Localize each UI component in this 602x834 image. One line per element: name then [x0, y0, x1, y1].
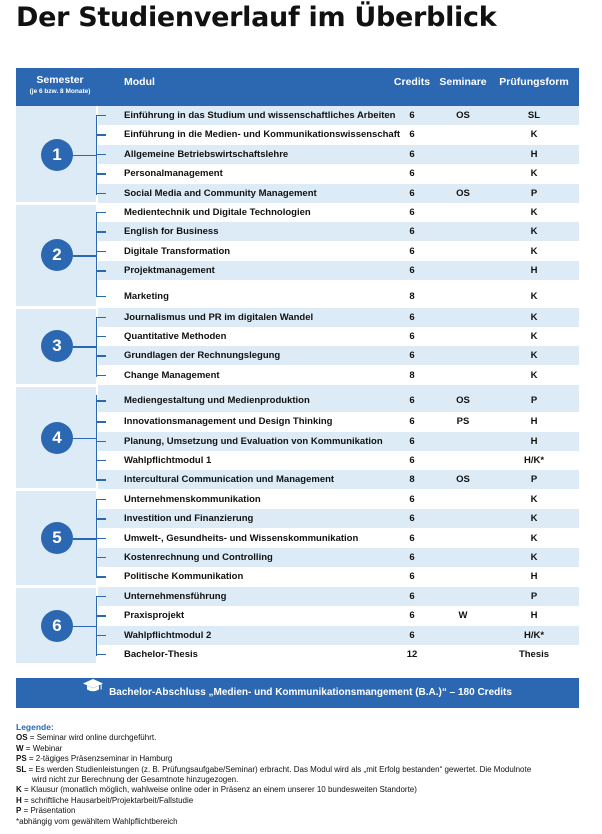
module-name: Journalismus und PR im digitalen Wandel	[124, 311, 314, 323]
module-exam: Thesis	[518, 649, 550, 660]
legend	[16, 722, 586, 827]
module-credits: 6	[409, 110, 415, 121]
module-exam: H	[530, 610, 538, 622]
row-connector	[96, 557, 106, 558]
module-row	[98, 470, 579, 489]
module-name: Praxisprojekt	[124, 610, 185, 622]
row-connector	[96, 375, 106, 376]
row-connector	[96, 336, 106, 337]
module-credits: 6	[409, 513, 415, 525]
module-seminar: W	[458, 610, 468, 622]
legend-text: 2-tägiges Präsenzseminar in Hamburg	[35, 754, 173, 764]
graduation-cap-icon	[83, 676, 103, 706]
module-name: Marketing	[124, 290, 169, 302]
degree-footer-text: Bachelor-Abschluss „Medien- und Kommunikationsmangement (B.A.)“ – 180 Credits	[109, 687, 512, 698]
module-exam: K	[530, 129, 538, 141]
module-credits: 6	[409, 187, 415, 199]
module-exam: K	[530, 493, 538, 505]
semester-connector	[73, 346, 97, 347]
row-connector	[96, 270, 106, 271]
module-name: Einführung in das Studium und wissenschaftliches Arbeiten	[124, 110, 396, 121]
module-exam: K	[530, 350, 538, 362]
legend-text: Es werden Studienleistungen (z. B. Prüfungsaufgabe/Seminar) erbracht. Das Modul wird als „mit Erfolg bestanden“ gewertet. Die Modulnote	[35, 764, 532, 774]
module-credits: 6	[409, 552, 415, 563]
module-row	[98, 645, 579, 664]
module-name: Quantitative Methoden	[124, 331, 227, 342]
module-row	[98, 203, 579, 222]
module-exam: K	[530, 532, 538, 544]
module-row	[98, 164, 579, 183]
module-exam: K	[530, 226, 538, 238]
module-row	[98, 490, 579, 509]
semester-number: 4	[41, 422, 73, 454]
module-row	[98, 106, 579, 125]
semester-connector	[73, 538, 97, 539]
module-row	[98, 327, 579, 346]
module-row	[98, 346, 579, 365]
row-connector	[96, 154, 106, 155]
module-exam: H/K*	[523, 455, 545, 466]
module-credits: 6	[409, 245, 415, 257]
module-credits: 6	[409, 571, 415, 583]
module-exam: SL	[527, 110, 541, 121]
row-connector	[96, 538, 106, 539]
module-credits: 6	[409, 532, 415, 544]
module-name: Bachelor-Thesis	[124, 649, 198, 660]
row-connector	[96, 251, 106, 252]
semester-connector	[73, 438, 97, 439]
legend-title: Legende:	[16, 722, 54, 732]
module-credits: 6	[409, 590, 415, 602]
module-row	[98, 432, 579, 451]
semester-connector	[73, 155, 97, 156]
module-row	[98, 261, 579, 280]
module-row	[98, 308, 579, 327]
legend-key: H	[16, 795, 22, 805]
module-name: Personalmanagement	[124, 168, 223, 180]
module-exam: H	[530, 265, 538, 277]
module-exam: K	[530, 290, 538, 302]
module-row	[98, 529, 579, 548]
module-exam: P	[530, 590, 538, 602]
semester-connector	[73, 255, 97, 256]
row-connector	[96, 355, 106, 356]
semester-number: 3	[41, 330, 73, 362]
row-connector	[96, 400, 106, 401]
module-row	[98, 366, 579, 385]
module-exam: K	[530, 513, 538, 525]
row-connector	[96, 193, 106, 194]
module-name: Digitale Transformation	[124, 245, 231, 257]
legend-text: Seminar wird online durchgeführt.	[36, 733, 157, 743]
row-connector	[96, 231, 106, 232]
legend-item: OS = Seminar wird online durchgeführt.	[16, 733, 157, 743]
module-credits: 6	[409, 416, 415, 428]
row-connector	[96, 518, 106, 519]
module-seminar: PS	[456, 416, 470, 428]
module-row	[98, 548, 579, 567]
legend-footnote: *abhängig vom gewähltem Wahlpflichtbereich	[16, 816, 178, 826]
row-connector	[96, 615, 106, 616]
module-name: Social Media and Community Management	[124, 187, 317, 199]
row-connector	[96, 173, 106, 174]
module-name: Einführung in die Medien- und Kommunikationswissenschaft	[124, 129, 401, 141]
row-connector	[96, 421, 106, 422]
module-credits: 6	[409, 493, 415, 505]
module-credits: 6	[409, 311, 415, 323]
module-name: Intercultural Communication und Management	[124, 474, 335, 486]
legend-item: H = schriftliche Hausarbeit/Projektarbeit/Fallstudie	[16, 795, 194, 805]
legend-text: wird nicht zur Berechnung der Gesamtnote hinzugezogen.	[32, 775, 239, 785]
module-exam: H/K*	[523, 629, 545, 641]
module-name: Planung, Umsetzung und Evaluation von Kommunikation	[124, 435, 383, 447]
table-header	[16, 68, 579, 106]
module-exam: K	[530, 331, 538, 342]
module-credits: 6	[409, 455, 415, 466]
header-credits: Credits	[393, 76, 431, 88]
module-credits: 6	[409, 610, 415, 622]
module-name: Wahlpflichtmodul 1	[124, 455, 212, 466]
module-name: Projektmanagement	[124, 265, 215, 277]
module-name: Unternehmenskommunikation	[124, 493, 261, 505]
legend-item	[16, 775, 586, 785]
module-row	[98, 385, 579, 412]
legend-key: SL	[16, 764, 27, 774]
module-name: Kostenrechnung und Controlling	[124, 552, 273, 563]
row-connector	[96, 134, 106, 135]
row-connector	[96, 635, 106, 636]
module-exam: K	[530, 369, 538, 381]
module-name: Umwelt-, Gesundheits- und Wissenskommunikation	[124, 532, 359, 544]
module-exam: H	[530, 571, 538, 583]
module-exam: P	[530, 474, 538, 486]
module-credits: 8	[409, 369, 415, 381]
module-credits: 6	[409, 350, 415, 362]
semester-number: 2	[41, 239, 73, 271]
header-semester-sub: (je 6 bzw. 8 Monate)	[29, 88, 91, 95]
module-seminar: OS	[456, 474, 470, 486]
module-row	[98, 451, 579, 470]
module-row	[98, 222, 579, 241]
module-row	[98, 412, 579, 431]
module-row	[98, 242, 579, 261]
legend-key: PS	[16, 754, 27, 764]
module-row	[98, 626, 579, 645]
module-exam: K	[530, 207, 538, 218]
module-credits: 6	[409, 129, 415, 141]
module-credits: 8	[409, 290, 415, 302]
module-row	[98, 509, 579, 528]
header-semester-label: Semester	[36, 74, 84, 86]
legend-item: P = Präsentation	[16, 806, 76, 816]
row-connector	[96, 479, 106, 480]
row-connector	[96, 499, 106, 500]
module-row	[98, 606, 579, 625]
row-connector	[96, 576, 106, 577]
row-connector	[96, 115, 106, 116]
module-name: Medientechnik und Digitale Technologien	[124, 207, 311, 218]
module-name: English for Business	[124, 226, 219, 238]
module-name: Unternehmensführung	[124, 590, 227, 602]
module-name: Wahlpflichtmodul 2	[124, 629, 212, 641]
module-credits: 6	[409, 207, 415, 218]
module-credits: 6	[409, 435, 415, 447]
legend-key: W	[16, 743, 24, 753]
module-row	[98, 184, 579, 203]
module-credits: 6	[409, 226, 415, 238]
module-credits: 12	[406, 649, 418, 660]
module-exam: K	[530, 311, 538, 323]
module-exam: H	[530, 416, 538, 428]
semester-connector	[73, 626, 97, 627]
module-row	[98, 281, 579, 308]
row-connector	[96, 654, 106, 655]
module-exam: H	[530, 435, 538, 447]
row-connector	[96, 441, 106, 442]
curriculum-table	[16, 106, 579, 678]
module-credits: 8	[409, 474, 415, 486]
row-connector	[96, 296, 106, 297]
legend-key: OS	[16, 733, 28, 743]
module-exam: P	[530, 187, 538, 199]
legend-item: PS = 2-tägiges Präsenzseminar in Hamburg	[16, 754, 173, 764]
row-connector	[96, 460, 106, 461]
row-connector	[96, 212, 106, 213]
semester-number: 5	[41, 522, 73, 554]
module-name: Investition und Finanzierung	[124, 513, 254, 525]
header-modul: Modul	[124, 76, 155, 88]
legend-item: SL = Es werden Studienleistungen (z. B. Prüfungsaufgabe/Seminar) erbracht. Das Modul wird als „mit Erfolg bestanden“ gewertet. Die Modulnote	[16, 764, 532, 774]
legend-item: W = Webinar	[16, 743, 63, 753]
semester-number: 6	[41, 610, 73, 642]
page-title: Der Studienverlauf im Überblick	[16, 2, 497, 33]
module-seminar: OS	[456, 110, 470, 121]
module-name: Innovationsmanagement und Design Thinking	[124, 416, 333, 428]
row-connector	[96, 596, 106, 597]
module-row	[98, 145, 579, 164]
semester-number: 1	[41, 139, 73, 171]
module-exam: H	[530, 148, 538, 160]
degree-footer	[16, 678, 579, 708]
legend-item: K = Klausur (monatlich möglich, wahlweise online oder in Präsenz an einem unserer 10 bundesweiten Standorte)	[16, 785, 417, 795]
module-row	[98, 587, 579, 606]
module-credits: 6	[409, 331, 415, 342]
module-credits: 6	[409, 629, 415, 641]
header-semester	[16, 74, 104, 95]
module-name: Grundlagen der Rechnungslegung	[124, 350, 281, 362]
module-credits: 6	[409, 168, 415, 180]
module-row	[98, 125, 579, 144]
module-name: Politische Kommunikation	[124, 571, 244, 583]
legend-key: P	[16, 806, 22, 816]
module-name: Allgemeine Betriebswirtschaftslehre	[124, 148, 289, 160]
module-credits: 6	[409, 395, 415, 407]
legend-text: Webinar	[32, 743, 63, 753]
legend-text: schriftliche Hausarbeit/Projektarbeit/Fallstudie	[30, 795, 194, 805]
module-exam: K	[530, 245, 538, 257]
module-name: Change Management	[124, 369, 220, 381]
header-pruefungsform: Prüfungsform	[499, 76, 569, 88]
module-row	[98, 567, 579, 586]
legend-key: K	[16, 785, 22, 795]
module-name: Mediengestaltung und Medienproduktion	[124, 395, 310, 407]
row-connector	[96, 317, 106, 318]
module-exam: P	[530, 395, 538, 407]
module-seminar: OS	[456, 187, 470, 199]
module-exam: K	[530, 552, 538, 563]
legend-text: Klausur (monatlich möglich, wahlweise online oder in Präsenz an einem unserer 10 bundesweiten Standorte)	[30, 785, 417, 795]
module-seminar: OS	[456, 395, 470, 407]
legend-text: Präsentation	[30, 806, 76, 816]
module-exam: K	[530, 168, 538, 180]
header-seminare: Seminare	[439, 76, 487, 88]
module-credits: 6	[409, 265, 415, 277]
module-credits: 6	[409, 148, 415, 160]
